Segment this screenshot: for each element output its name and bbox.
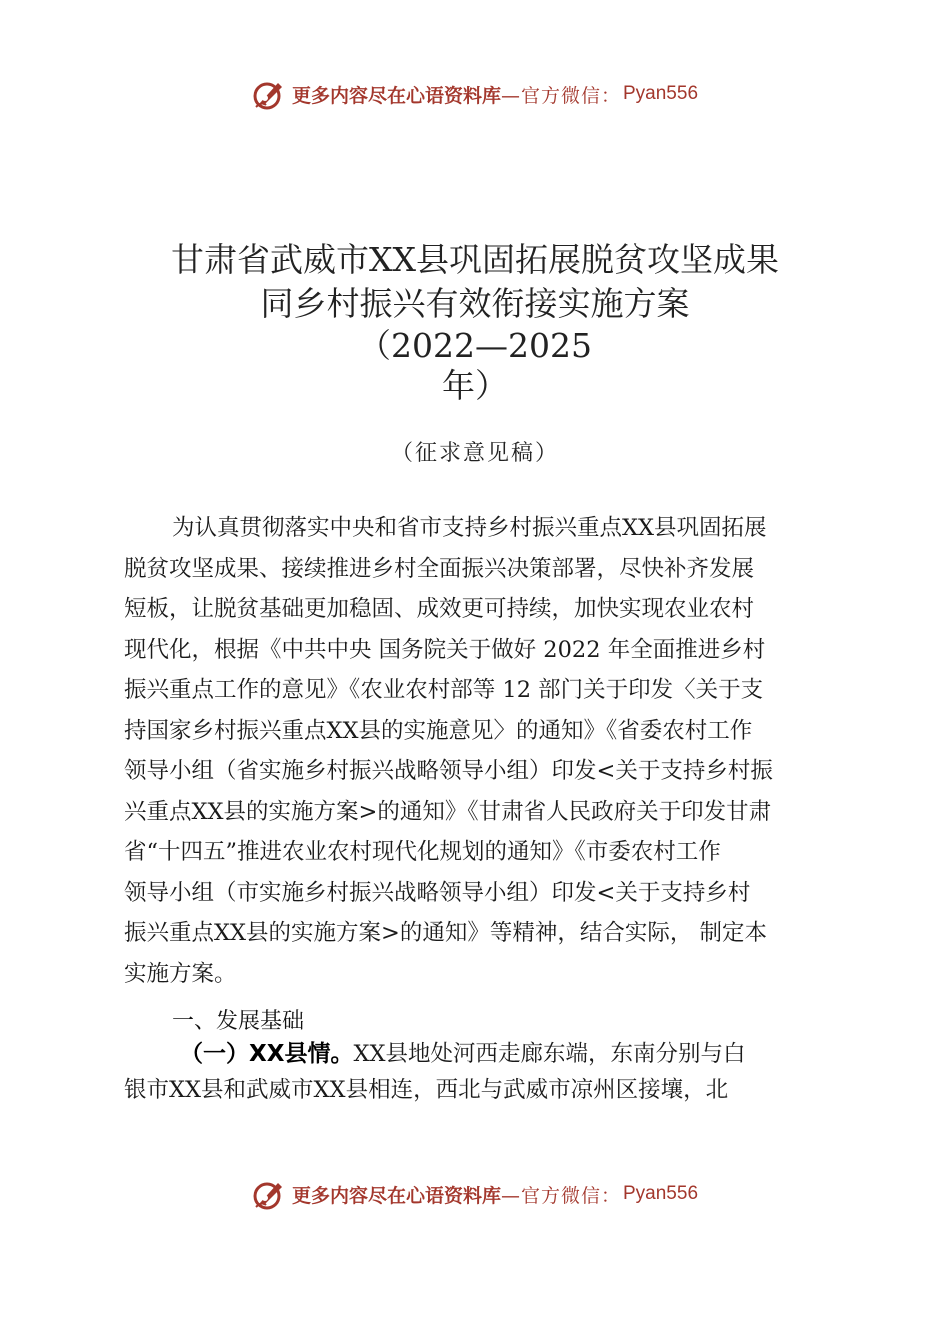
document-title-line-1: 甘肃省武威市XX县巩固拓展脱贫攻坚成果: [171, 240, 779, 279]
header-banner: [0, 74, 950, 114]
footer-banner: [0, 1174, 950, 1214]
paragraph-line: 短板，让脱贫基础更加稳固、成效更可持续，加快实现农业农村: [124, 596, 755, 622]
document-title-line-2: 同乡村振兴有效衔接实施方案: [260, 284, 690, 323]
document-title-line-4: 年）: [442, 366, 508, 405]
pen-nib-logo-icon: [252, 1177, 286, 1211]
section-heading-development-basis: 一、发展基础: [172, 1009, 305, 1034]
paragraph-line: 为认真贯彻落实中央和省市支持乡村振兴重点XX县巩固拓展: [172, 515, 767, 541]
document-title-line-3: （2022—2025: [358, 326, 592, 365]
paragraph-line: 振兴重点工作的意见》《农业农村部等 12 部门关于印发〈关于支: [124, 677, 764, 703]
subsection-lead: （一）XX县情。: [180, 1041, 354, 1067]
banner-text-main: 更多内容尽在心语资料库: [291, 1184, 501, 1207]
paragraph-line: 持国家乡村振兴重点XX县的实施意见〉的通知》《省委农村工作: [124, 717, 753, 744]
banner-text-main: 更多内容尽在心语资料库: [291, 84, 501, 107]
paragraph-line: 省“十四五”推进农业农村现代化规划的通知》《市委农村工作: [124, 839, 721, 865]
paragraph-line: 振兴重点XX县的实施方案>的通知》等精神，结合实际， 制定本: [124, 920, 768, 946]
paragraph-line: 兴重点XX县的实施方案>的通知》《甘肃省人民政府关于印发甘肃: [124, 798, 772, 825]
paragraph-line: 银市XX县和武威市XX县相连，西北与武威市凉州区接壤，北: [124, 1077, 729, 1103]
paragraph-line: 领导小组（市实施乡村振兴战略领导小组）印发<关于支持乡村: [124, 879, 751, 906]
intro-paragraph: [124, 508, 840, 994]
banner-text-wechat-id: Pyan556: [623, 1183, 699, 1204]
pen-nib-logo-icon: [252, 77, 286, 111]
banner-text-wechat-label: —官方微信：: [500, 1184, 621, 1207]
paragraph-text: XX县地处河西走廊东端，东南分别与白: [353, 1041, 746, 1067]
paragraph-line: [124, 1036, 840, 1072]
paragraph-line: 脱贫攻坚成果、接续推进乡村全面振兴决策部署，尽快补齐发展: [124, 555, 755, 582]
paragraph-line: 实施方案。: [124, 960, 237, 987]
banner-text-wechat-id: Pyan556: [623, 83, 699, 104]
county-profile-paragraph: [124, 1036, 840, 1108]
paragraph-line: 领导小组（省实施乡村振兴战略领导小组）印发<关于支持乡村振: [124, 758, 773, 784]
document-subtitle: （征求意见稿）: [390, 441, 559, 466]
banner-text-wechat-label: —官方微信：: [500, 84, 621, 107]
paragraph-line: 现代化，根据《中共中央 国务院关于做好 2022 年全面推进乡村: [124, 636, 766, 663]
